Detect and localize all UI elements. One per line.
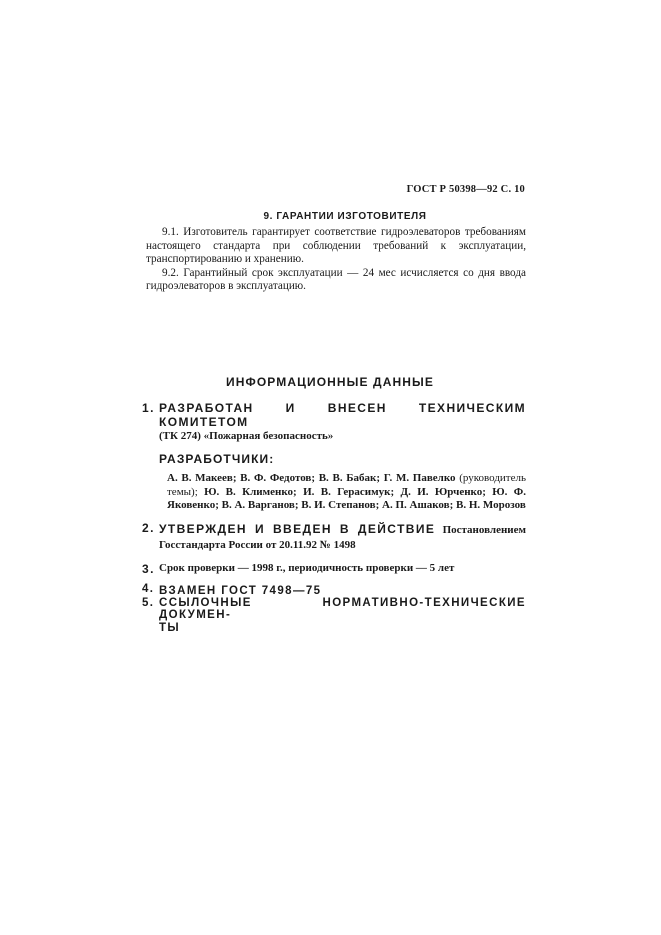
paragraph-9-2: 9.2. Гарантийный срок эксплуатации — 24 мес исчисляется со дня ввода гидроэлеваторов в эксплуатацию. bbox=[146, 266, 526, 293]
info-item-5 bbox=[142, 597, 526, 634]
item-2-heading: УТВЕРЖДЕН И ВВЕДЕН В ДЕЙСТВИЕ bbox=[159, 521, 436, 536]
item-2-date: Госстандарта России от 20.11.92 № 1498 bbox=[159, 539, 356, 551]
info-item-3 bbox=[142, 562, 526, 574]
info-item-4 bbox=[142, 584, 526, 597]
info-item-2 bbox=[142, 522, 526, 553]
item-2-decree: Постановлением bbox=[442, 523, 527, 536]
item-5-heading-cont: ТЫ bbox=[159, 621, 181, 634]
section-9-title: 9. ГАРАНТИИ ИЗГОТОВИТЕЛЯ bbox=[263, 211, 427, 222]
info-data-title: ИНФОРМАЦИОННЫЕ ДАННЫЕ bbox=[226, 375, 434, 389]
item-1-heading: РАЗРАБОТАН И ВНЕСЕН ТЕХНИЧЕСКИМ КОМИТЕТОМ bbox=[159, 401, 526, 429]
item-1-committee: (ТК 274) «Пожарная безопасность» bbox=[159, 430, 334, 442]
info-item-1 bbox=[142, 401, 526, 443]
info-data-list bbox=[142, 401, 526, 634]
developers-list bbox=[167, 472, 526, 513]
page-header-code: ГОСТ Р 50398—92 С. 10 bbox=[406, 184, 525, 195]
developers-part-2: (руководитель темы); bbox=[167, 472, 527, 498]
item-number: 1. bbox=[142, 401, 155, 415]
paragraph-9-1: 9.1. Изготовитель гарантирует соответствие гидроэлеваторов требованиям настоящего стандарта при соблюдении требований к эксплуатации, транспортированию и хранению. bbox=[146, 226, 526, 266]
item-number: 4. bbox=[142, 582, 155, 595]
developers-heading: РАЗРАБОТЧИКИ: bbox=[159, 452, 275, 466]
developers-part-3: Ю. В. Клименко; И. В. Герасимук; Д. И. Юрченко; Ю. Ф. Яковенко; В. А. Варганов; В. И. Степанов; А. П. Ашаков; В. Н. Морозов bbox=[167, 485, 527, 511]
item-number: 3. bbox=[142, 561, 155, 576]
item-number: 2. bbox=[142, 520, 155, 535]
item-3-text: Срок проверки — 1998 г., периодичность проверки — 5 лет bbox=[159, 561, 455, 574]
item-5-heading: ССЫЛОЧНЫЕ НОРМАТИВНО-ТЕХНИЧЕСКИЕ ДОКУМЕН- bbox=[159, 596, 526, 621]
item-number: 5. bbox=[142, 596, 155, 609]
item-4-text: ВЗАМЕН ГОСТ 7498—75 bbox=[159, 584, 322, 597]
developers-part-1: А. В. Макеев; В. Ф. Федотов; В. В. Бабак; Г. М. Павелко bbox=[167, 472, 456, 484]
section-9-body bbox=[146, 226, 526, 294]
